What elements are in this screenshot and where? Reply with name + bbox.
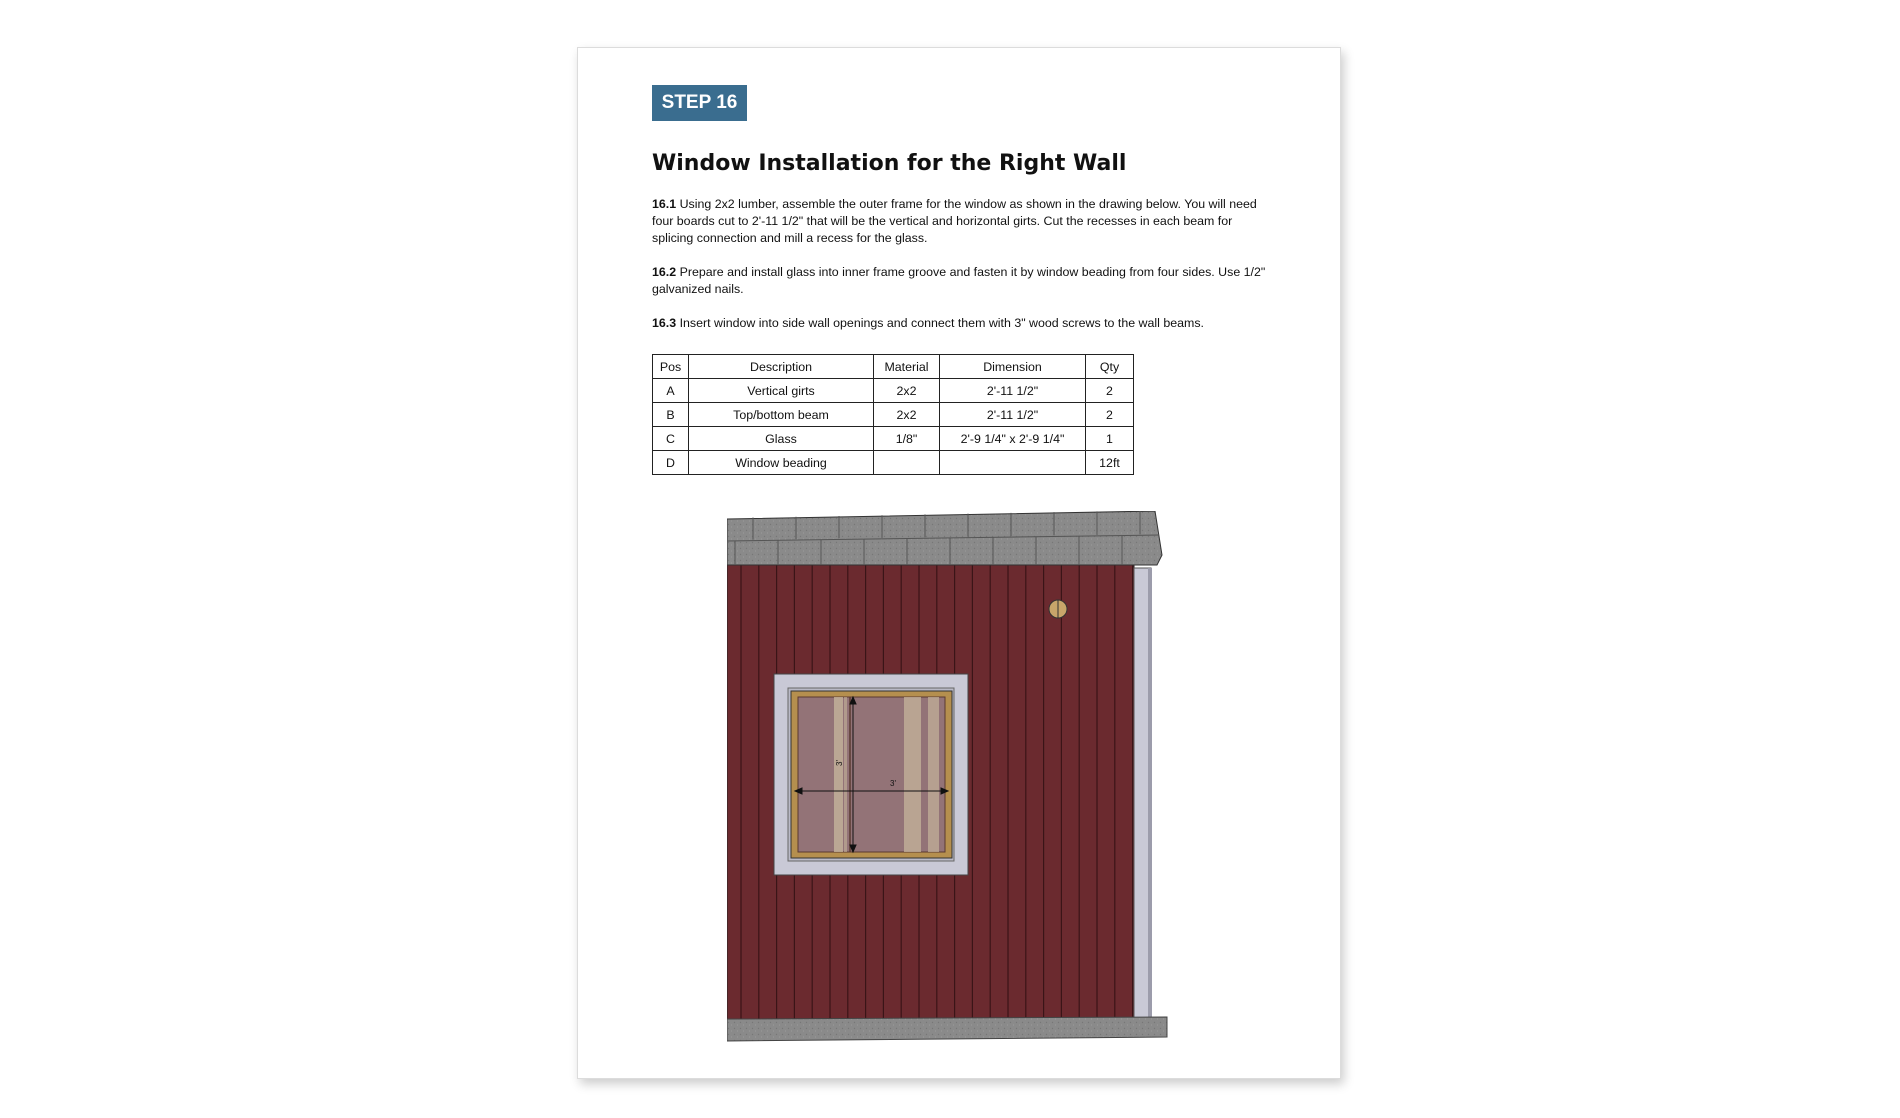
cell-pos: D <box>653 451 689 475</box>
cell-description: Vertical girts <box>689 379 874 403</box>
header-pos: Pos <box>653 355 689 379</box>
cell-material: 2x2 <box>874 379 940 403</box>
instruction-16-2 <box>652 264 1272 298</box>
table-row <box>653 379 1134 403</box>
instruction-text: Prepare and install glass into inner frame groove and fasten it by window beading from four sides. Use 1/2" galvanized nails. <box>652 265 1266 296</box>
cell-qty: 2 <box>1086 403 1134 427</box>
cell-dimension: 2'-11 1/2" <box>940 403 1086 427</box>
instruction-number: 16.1 <box>652 197 677 211</box>
vent-icon <box>1049 600 1067 618</box>
cell-qty: 12ft <box>1086 451 1134 475</box>
cell-qty: 2 <box>1086 379 1134 403</box>
table-header-row <box>653 355 1134 379</box>
cell-description: Window beading <box>689 451 874 475</box>
cell-description: Top/bottom beam <box>689 403 874 427</box>
bottom-skirt <box>727 1017 1167 1041</box>
cell-description: Glass <box>689 427 874 451</box>
header-dimension: Dimension <box>940 355 1086 379</box>
cell-pos: C <box>653 427 689 451</box>
page-title: Window Installation for the Right Wall <box>652 151 1127 176</box>
cell-material: 1/8" <box>874 427 940 451</box>
cell-pos: A <box>653 379 689 403</box>
table-row <box>653 427 1134 451</box>
instruction-16-1 <box>652 196 1272 247</box>
instruction-text: Using 2x2 lumber, assemble the outer frame for the window as shown in the drawing below. You will need four boards cut to 2'-11 1/2" that will be the vertical and horizontal girts. Cut the recesses in each beam for splicing connection and mill a recess for the glass. <box>652 197 1257 245</box>
instruction-page <box>577 47 1341 1079</box>
wall-window-drawing <box>727 511 1177 1091</box>
parts-table <box>652 354 1134 475</box>
dimension-label-horizontal: 3' <box>890 779 896 788</box>
cell-material <box>874 451 940 475</box>
step-badge: STEP 16 <box>652 85 747 121</box>
cell-dimension: 2'-11 1/2" <box>940 379 1086 403</box>
table-row <box>653 451 1134 475</box>
instruction-text: Insert window into side wall openings and connect them with 3" wood screws to the wall beams. <box>679 316 1204 330</box>
cell-material: 2x2 <box>874 403 940 427</box>
table-row <box>653 403 1134 427</box>
header-qty: Qty <box>1086 355 1134 379</box>
dimension-label-vertical: 3' <box>835 760 844 766</box>
roof <box>727 511 1162 565</box>
cell-dimension: 2'-9 1/4" x 2'-9 1/4" <box>940 427 1086 451</box>
cell-qty: 1 <box>1086 427 1134 451</box>
window <box>791 691 952 858</box>
header-description: Description <box>689 355 874 379</box>
instruction-16-3 <box>652 315 1272 332</box>
cell-dimension <box>940 451 1086 475</box>
cell-pos: B <box>653 403 689 427</box>
instruction-number: 16.3 <box>652 316 677 330</box>
header-material: Material <box>874 355 940 379</box>
instruction-number: 16.2 <box>652 265 677 279</box>
